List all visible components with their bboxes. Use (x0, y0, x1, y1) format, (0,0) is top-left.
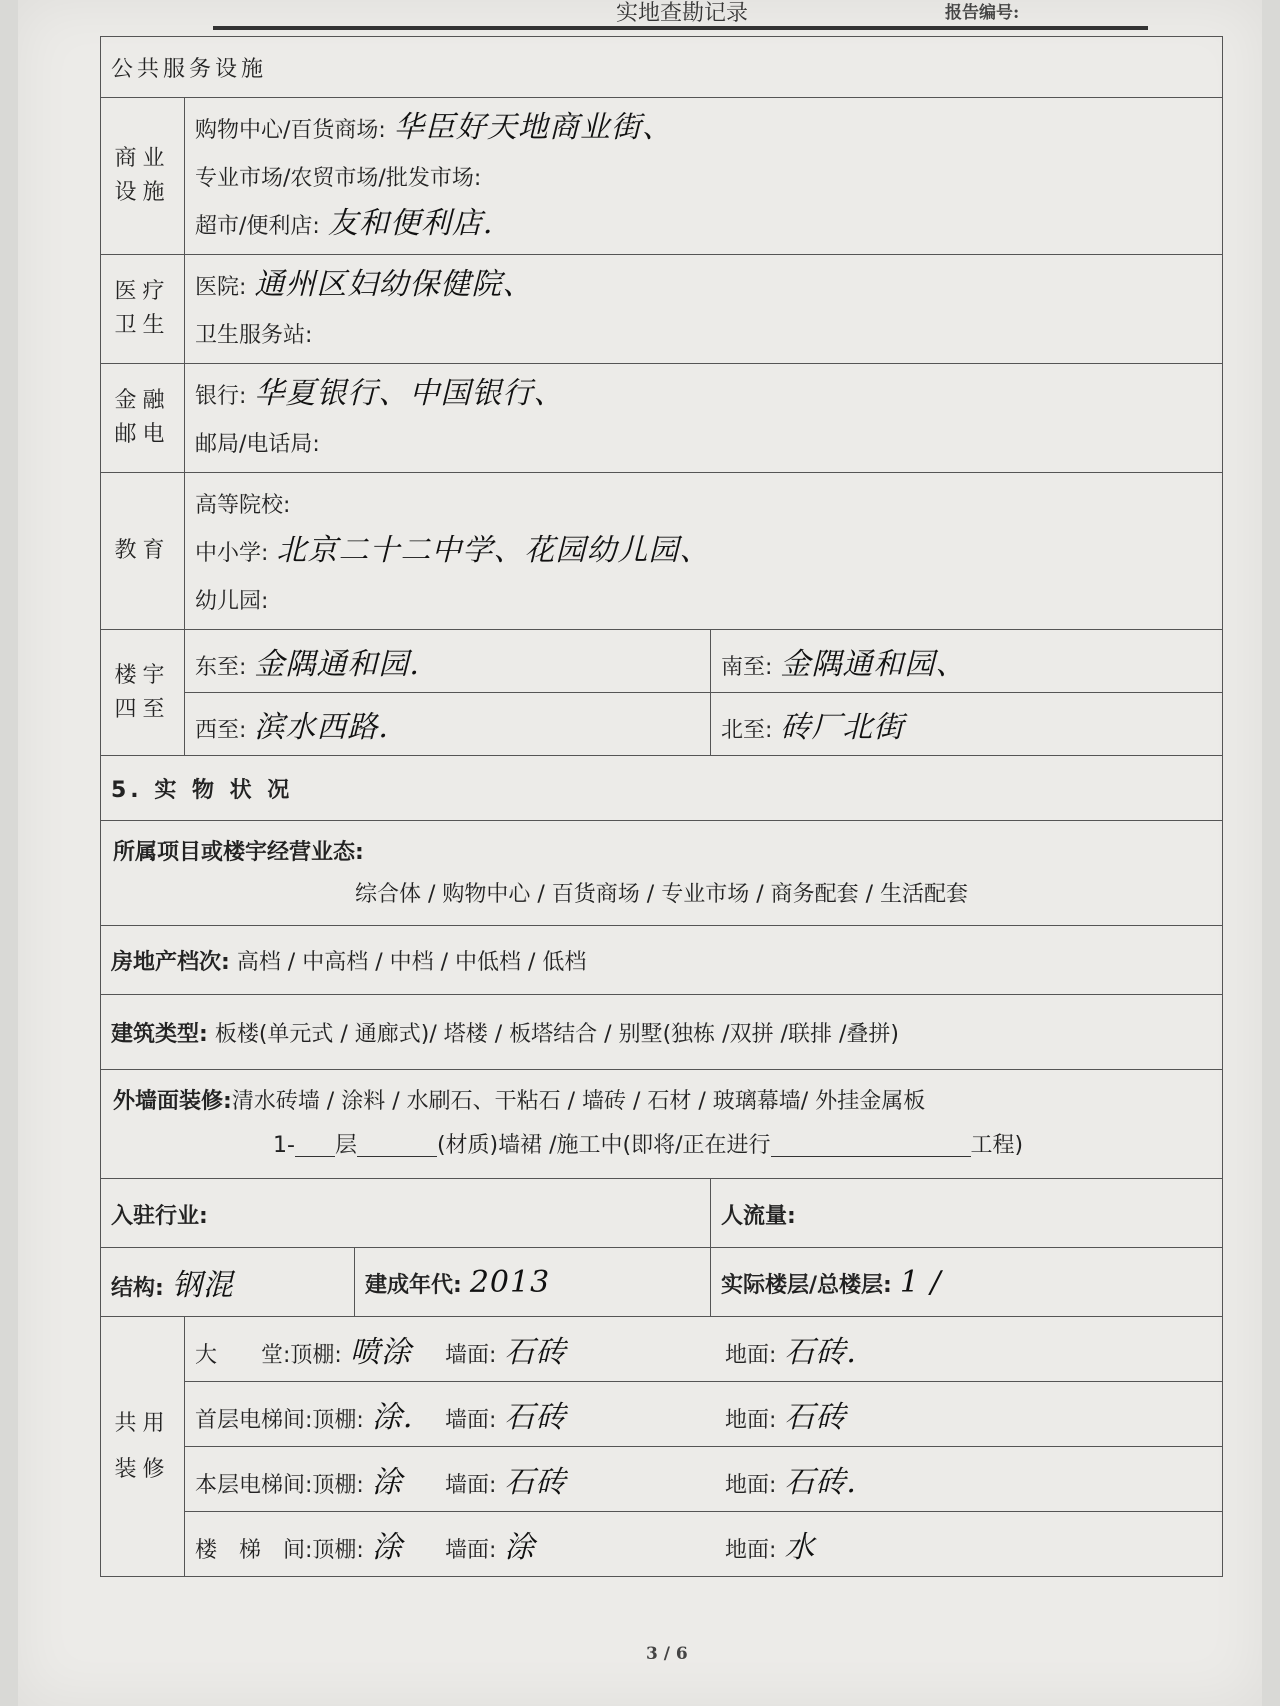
physical-status-title: 5. 实 物 状 况 (101, 756, 1223, 821)
finance-category: 金融邮电 (101, 364, 185, 473)
facade-options: 清水砖墙 / 涂料 / 水刷石、干粘石 / 墙砖 / 石材 / 玻璃幕墙/ 外挂金属板 (231, 1089, 926, 1114)
east-label: 东至: (195, 655, 247, 680)
year-label: 建成年代: (365, 1272, 462, 1298)
mall-label: 购物中心/百货商场: (195, 118, 386, 143)
facade-line2-floor: 层 (334, 1133, 357, 1158)
structure-value: 钢混 (171, 1268, 234, 1303)
floor-label: 实际楼层/总楼层: (721, 1272, 892, 1298)
finance-cell (185, 364, 1223, 473)
supermarket-label: 超市/便利店: (195, 214, 320, 239)
floor-surface-value: 石砖 (784, 1400, 847, 1435)
north-value: 砖厂北街 (780, 710, 905, 745)
floor-surface-label: 地面: (725, 1473, 777, 1498)
ceiling-label: 顶棚: (312, 1408, 364, 1433)
wall-label: 墙面: (445, 1343, 497, 1368)
structure-cell (101, 1248, 355, 1317)
deco-area-name: 本层电梯间: (195, 1473, 313, 1498)
ceiling-label: 顶棚: (312, 1473, 364, 1498)
mall-value: 华臣好天地商业街、 (393, 110, 673, 145)
facade-cell (101, 1070, 1223, 1179)
hospital-value: 通州区妇幼保健院、 (254, 267, 534, 302)
decoration-category: 共用装修 (101, 1317, 185, 1577)
wall-label: 墙面: (445, 1538, 497, 1563)
education-category: 教育 (101, 473, 185, 630)
north-cell (711, 693, 1223, 756)
bank-label: 银行: (195, 384, 247, 409)
wall-value: 涂 (504, 1530, 536, 1565)
education-cell (185, 473, 1223, 630)
floor-surface-value: 水 (784, 1530, 816, 1565)
commercial-cell (185, 98, 1223, 255)
medical-cell (185, 255, 1223, 364)
floor-blank (295, 1136, 335, 1157)
page-number: 3 / 6 (646, 1644, 688, 1664)
hospital-label: 医院: (195, 275, 247, 300)
ceiling-value: 涂. (371, 1400, 414, 1435)
floor-cell (711, 1248, 1223, 1317)
traffic-cell (711, 1179, 1223, 1248)
market-label: 专业市场/农贸市场/批发市场: (195, 166, 482, 191)
report-number-label: 报告编号: (945, 3, 1020, 23)
document-page (18, 0, 1262, 1706)
grade-label: 房地产档次: (111, 949, 230, 975)
bank-value: 华夏银行、中国银行、 (254, 376, 565, 411)
west-label: 西至: (195, 718, 247, 743)
document-title: 实地查勘记录 (616, 1, 749, 26)
year-cell (355, 1248, 711, 1317)
medical-category: 医疗卫生 (101, 255, 185, 364)
kindergarten-label: 幼儿园: (195, 589, 269, 614)
public-facilities-title: 公共服务设施 (101, 37, 1223, 98)
west-cell (185, 693, 711, 756)
grade-options: 高档 / 中高档 / 中档 / 中低档 / 低档 (236, 949, 587, 975)
east-cell (185, 630, 711, 693)
structure-label: 结构: (111, 1276, 164, 1301)
south-cell (711, 630, 1223, 693)
traffic-label: 人流量: (721, 1203, 796, 1229)
building-type-label: 建筑类型: (111, 1021, 208, 1047)
wall-label: 墙面: (445, 1408, 497, 1433)
floor-surface-label: 地面: (725, 1343, 777, 1368)
grade-cell (101, 926, 1223, 995)
material-blank (357, 1136, 437, 1157)
school-value: 北京二十二中学、花园幼儿园、 (276, 533, 711, 568)
building-type-options: 板楼(单元式 / 通廊式)/ 塔楼 / 板塔结合 / 别墅(独栋 /双拼 /联排 /叠拼) (214, 1021, 899, 1047)
project-blank (771, 1136, 971, 1157)
boundaries-category: 楼宇四至 (101, 630, 185, 756)
floor-surface-label: 地面: (725, 1408, 777, 1433)
post-label: 邮局/电话局: (195, 432, 320, 457)
header-rule (213, 26, 1148, 30)
east-value: 金隅通和园. (254, 647, 420, 682)
business-cell (101, 821, 1223, 926)
wall-value: 石砖 (504, 1400, 567, 1435)
facade-line2-end: 工程) (970, 1133, 1024, 1158)
floor-surface-label: 地面: (725, 1538, 777, 1563)
building-type-cell (101, 995, 1223, 1070)
floor-surface-value: 石砖. (784, 1465, 857, 1500)
decoration-row (185, 1317, 1223, 1382)
ceiling-label: 顶棚: (312, 1538, 364, 1563)
south-value: 金隅通和园、 (780, 647, 967, 682)
decoration-row (185, 1512, 1223, 1577)
survey-form-table (100, 36, 1223, 1577)
supermarket-value: 友和便利店. (327, 206, 494, 241)
deco-area-name: 楼 梯 间: (195, 1538, 313, 1563)
wall-value: 石砖 (504, 1335, 567, 1370)
decoration-row (185, 1447, 1223, 1512)
west-value: 滨水西路. (254, 710, 389, 745)
ceiling-value: 喷涂 (349, 1335, 412, 1370)
facade-line2-material: (材质)墙裙 /施工中(即将/正在进行 (436, 1133, 771, 1158)
wall-label: 墙面: (445, 1473, 497, 1498)
north-label: 北至: (721, 718, 773, 743)
deco-area-name: 首层电梯间: (195, 1408, 313, 1433)
industry-cell (101, 1179, 711, 1248)
deco-area-name: 大 堂: (195, 1343, 291, 1368)
school-label: 中小学: (195, 541, 269, 566)
floor-surface-value: 石砖. (784, 1335, 857, 1370)
south-label: 南至: (721, 655, 773, 680)
ceiling-value: 涂 (371, 1530, 403, 1565)
floor-value: 1 / (899, 1264, 942, 1300)
facade-label: 外墙面装修: (113, 1089, 232, 1114)
industry-label: 入驻行业: (111, 1203, 208, 1229)
year-value: 2013 (469, 1264, 551, 1300)
clinic-label: 卫生服务站: (195, 323, 313, 348)
university-label: 高等院校: (195, 493, 291, 518)
facade-line2-prefix: 1- (273, 1133, 295, 1158)
business-options: 综合体 / 购物中心 / 百货商场 / 专业市场 / 商务配套 / 生活配套 (355, 882, 968, 907)
decoration-row (185, 1382, 1223, 1447)
ceiling-label: 顶棚: (290, 1343, 342, 1368)
ceiling-value: 涂 (371, 1465, 403, 1500)
commercial-category: 商业设施 (101, 98, 185, 255)
business-label: 所属项目或楼宇经营业态: (113, 840, 364, 865)
wall-value: 石砖 (504, 1465, 567, 1500)
